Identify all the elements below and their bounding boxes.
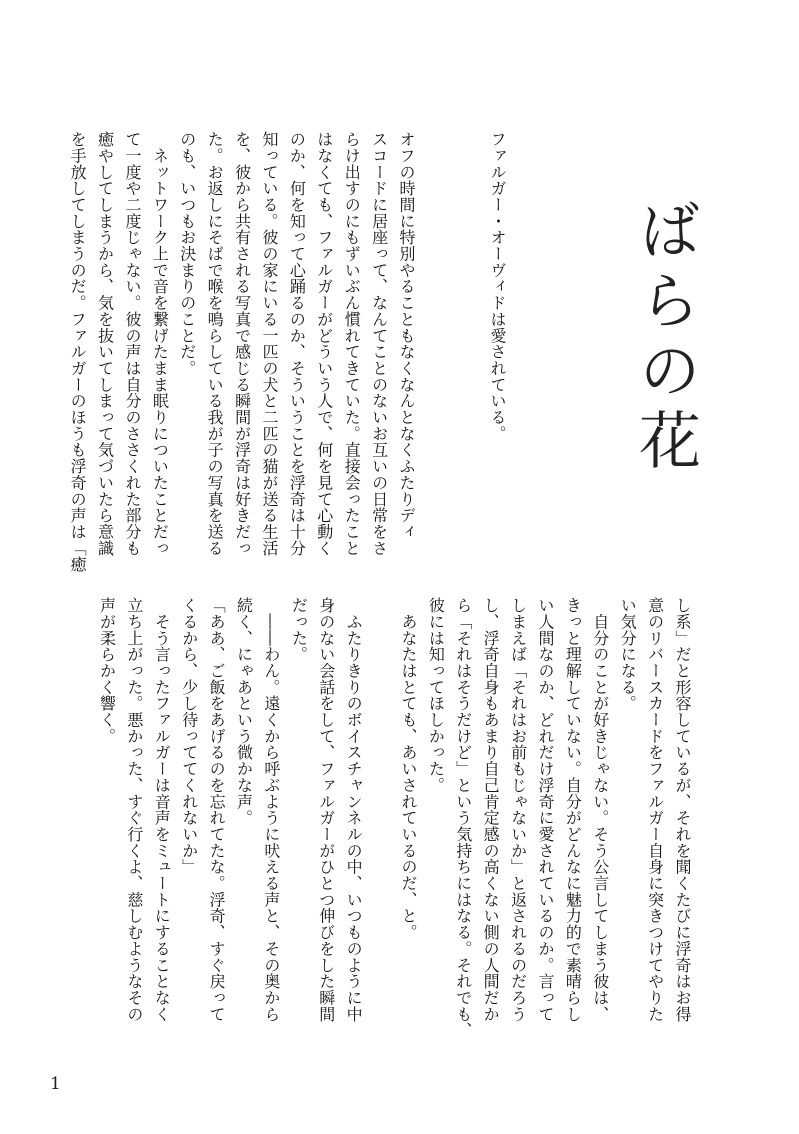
text-line: 彼には知ってほしかった。 — [426, 597, 446, 794]
text-line: 癒やしてしまうから、気を抜いてしまって気づいたら意識 — [95, 131, 115, 557]
text-line: し系」だと形容しているが、それを聞くたびに浮奇はお得 — [673, 597, 692, 1023]
text-line: 立ち上がった。悪かった、すぐ行くよ、慈しむようなその — [124, 597, 144, 1023]
text-line: ――わん。遠くから呼ぶように吠える声と、その奥から — [261, 597, 281, 1023]
text-line: くるから、少し待っててくれないか」 — [179, 597, 199, 875]
text-line: を、彼から共有される写真で感じる瞬間が浮奇は好きだっ — [232, 131, 252, 557]
text-line: 知っている。彼の家にいる一匹の犬と二匹の猫が送る生活 — [259, 131, 279, 557]
epigraph — [471, 131, 511, 551]
text-line: きっと理解していない。自分がどんなに魅力的で素晴らし — [563, 597, 583, 1023]
text-line: を手放してしまうのだ。ファルガーのほうも浮奇の声は「癒 — [68, 131, 88, 573]
text-line: のか、何を知って心踊るのか、そういうことを浮奇は十分 — [287, 131, 307, 557]
text-line: 続く、にゃあという微かな声。 — [234, 597, 254, 826]
text-line: オフの時間に特別やることもなくなんとなくふたりディ — [397, 131, 416, 540]
text-line: ふたりきりのボイスチャンネルの中、いつものように中 — [344, 597, 364, 1023]
text-line: はなくても、ファルガーがどういう人で、何を見て心動く — [314, 131, 334, 557]
lower-text-block — [90, 597, 696, 1039]
text-line: て一度や二度じゃない。彼の声は自分のささくれた部分も — [122, 131, 142, 557]
text-line: い人間なのか、どれだけ浮奇に愛されているのか。言って — [535, 597, 555, 1023]
epigraph-line: ファルガー・オーヴィドは愛されている。 — [488, 131, 507, 442]
text-line: のも、いつもお決まりのことだ。 — [177, 131, 197, 377]
text-line: し、浮奇自身もあまり自己肯定感の高くない側の人間だか — [481, 597, 501, 1023]
text-line: だった。 — [289, 597, 309, 663]
text-line: あなたはとても、あいされているのだ、と。 — [398, 597, 418, 941]
text-line: た。お返しにそばで喉を鳴らしている我が子の写真を送る — [205, 131, 225, 557]
upper-text-block — [68, 131, 420, 573]
text-line: 自分のことが好きじゃない。そう公言してしまう彼は、 — [590, 597, 610, 1023]
text-line: 「ああ、ご飯をあげるのを忘れてたな。浮奇、すぐ戻って — [207, 597, 227, 1023]
blank-line — [367, 597, 394, 1017]
story-title: ばらの花 — [628, 198, 702, 478]
text-line: 意のリバースカードをファルガー自身に突きつけてやりた — [645, 597, 665, 1023]
page-number: 1 — [50, 1074, 61, 1094]
text-line: ら「それはそうだけど」という気持ちにはなる。それでも、 — [453, 597, 473, 1039]
text-line: ネットワーク上で音を繋げたまま眠りについたことだっ — [150, 131, 170, 557]
text-line: しまえば「それはお前もじゃないか」と返されるのだろう — [508, 597, 528, 1023]
text-line: い気分になる。 — [618, 597, 638, 712]
text-line: 声が柔らかく響く。 — [97, 597, 117, 745]
text-line: らけ出すのにもずいぶん慣れてきていた。直接会ったこと — [342, 131, 362, 557]
text-line: スコードに居座って、なんてことのないお互いの日常をさ — [369, 131, 389, 557]
text-line: そう言ったファルガーは音声をミュートにすることなく — [152, 597, 172, 1023]
text-line: 身のない会話をして、ファルガーがひとつ伸びをした瞬間 — [316, 597, 336, 1023]
